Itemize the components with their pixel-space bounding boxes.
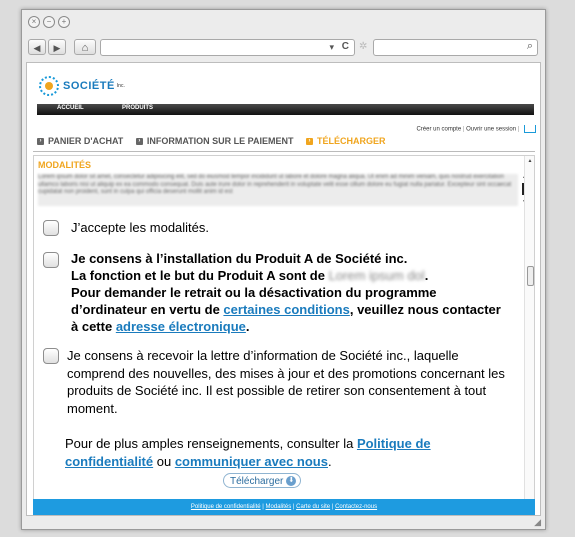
site-logo[interactable] bbox=[39, 73, 125, 99]
footer-link-sitemap[interactable]: Carte du site bbox=[296, 504, 331, 510]
newsletter-consent-label: Je consens à recevoir la lettre d’information de Société inc., laquelle comprend des nouvelles, des mises à jour et des promotions concernant les produits de Société inc. Il est possible de retirer son consentement à tout moment. bbox=[67, 348, 505, 416]
logo-icon bbox=[39, 76, 59, 96]
logo-text: SOCIÉTÉ bbox=[63, 80, 115, 92]
search-icon[interactable]: ⌕ bbox=[526, 40, 533, 52]
back-button[interactable]: ◀ bbox=[28, 39, 46, 55]
footer-link-terms[interactable]: Modalités bbox=[265, 504, 292, 510]
minimize-window-icon[interactable]: − bbox=[43, 16, 55, 28]
resize-grip-icon[interactable]: ◢ bbox=[534, 517, 541, 527]
step-download[interactable]: › TÉLÉCHARGER bbox=[306, 136, 386, 146]
home-icon[interactable]: ⌂ bbox=[74, 39, 96, 55]
conditions-link[interactable]: certaines conditions bbox=[223, 302, 350, 317]
dialog-title: MODALITÉS bbox=[38, 160, 91, 170]
title-bar bbox=[22, 10, 545, 34]
more-info-text: Pour de plus amples renseignements, consulter la Politique de confidentialité ou communiquer avec nous. bbox=[65, 436, 431, 469]
contact-link[interactable]: communiquer avec nous bbox=[174, 453, 328, 469]
nav-item-accueil[interactable]: ACCUEIL bbox=[57, 105, 84, 111]
account-links: Créer un compte | Ouvrir une session | bbox=[416, 125, 536, 133]
address-bar[interactable] bbox=[100, 39, 355, 56]
footer-link-privacy[interactable]: Politique de confidentialité bbox=[190, 504, 261, 510]
arrow-icon: › bbox=[37, 138, 44, 145]
create-account-link[interactable]: Créer un compte bbox=[416, 126, 462, 133]
dialog-scroll-thumb[interactable] bbox=[527, 266, 534, 286]
privacy-policy-link[interactable]: Politique de confidentialité bbox=[65, 436, 431, 469]
newsletter-consent-checkbox[interactable] bbox=[43, 348, 59, 364]
download-button[interactable] bbox=[223, 473, 301, 488]
install-consent-checkbox[interactable] bbox=[43, 252, 59, 268]
dialog-scrollbar[interactable] bbox=[524, 156, 534, 513]
logo-suffix: Inc. bbox=[116, 83, 125, 89]
loading-spinner-icon: ✲ bbox=[359, 41, 368, 52]
terms-text: Lorem ipsum dolor sit amet, consectetur adipisicing elit, sed do eiusmod tempor incididunt ut labore et dolore magna aliqua. Ut enim ad minim veniam, quis nostrud exercitation ullamco laboris nisi ut aliquip ex ea commodo consequat. Duis aute irure dolor in reprehenderit in voluptate velit esse cillum dolore eu fugiat nulla pariatur. Excepteur sint occaecat cupidatat non proident, sunt in culpa qui officia deserunt mollit anim id est bbox=[38, 174, 518, 206]
accept-terms-checkbox[interactable] bbox=[43, 220, 59, 236]
install-consent-label: Je consens à l’installation du Produit A de Société inc. La fonction et le but du Produit A sont de Lorem ipsum dol. Pour demander le retrait ou la désactivation du programme d’ordinateur en vertu de certaines conditions, veuillez nous contacter à cette adresse électronique. bbox=[71, 251, 501, 334]
blurred-text: Lorem ipsum dol bbox=[328, 268, 425, 283]
step-payment[interactable]: › INFORMATION SUR LE PAIEMENT bbox=[136, 136, 294, 146]
divider bbox=[33, 151, 535, 152]
scroll-up-icon[interactable]: ▲ bbox=[527, 158, 533, 164]
page-footer: Politique de confidentialité | Modalités | Carte du site | Contactez-nous bbox=[33, 499, 535, 516]
browser-toolbar bbox=[22, 36, 545, 60]
top-navigation bbox=[37, 104, 534, 115]
footer-link-contact[interactable]: Contactez-nous bbox=[335, 504, 378, 510]
status-bar bbox=[22, 515, 545, 529]
login-link[interactable]: Ouvrir une session bbox=[466, 126, 517, 133]
step-cart[interactable]: › PANIER D'ACHAT bbox=[37, 136, 123, 146]
search-field[interactable] bbox=[373, 39, 538, 56]
download-arrow-icon: ⬇ bbox=[286, 476, 296, 486]
download-button-label: Télécharger bbox=[230, 476, 284, 487]
cart-icon[interactable] bbox=[524, 125, 536, 133]
nav-item-produits[interactable]: PRODUITS bbox=[122, 105, 154, 111]
arrow-icon: › bbox=[306, 138, 313, 145]
reload-icon[interactable]: C bbox=[341, 41, 349, 52]
terms-dialog bbox=[33, 155, 535, 514]
email-link[interactable]: adresse électronique bbox=[115, 319, 246, 334]
close-window-icon[interactable]: × bbox=[28, 16, 40, 28]
checkout-steps bbox=[37, 136, 396, 146]
page-viewport bbox=[26, 62, 541, 516]
accept-terms-label: J’accepte les modalités. bbox=[71, 220, 210, 235]
maximize-window-icon[interactable]: + bbox=[58, 16, 70, 28]
url-dropdown-icon[interactable]: ▾ bbox=[329, 42, 334, 52]
arrow-icon: › bbox=[136, 138, 143, 145]
forward-button[interactable]: ▶ bbox=[48, 39, 66, 55]
browser-window bbox=[21, 9, 546, 530]
